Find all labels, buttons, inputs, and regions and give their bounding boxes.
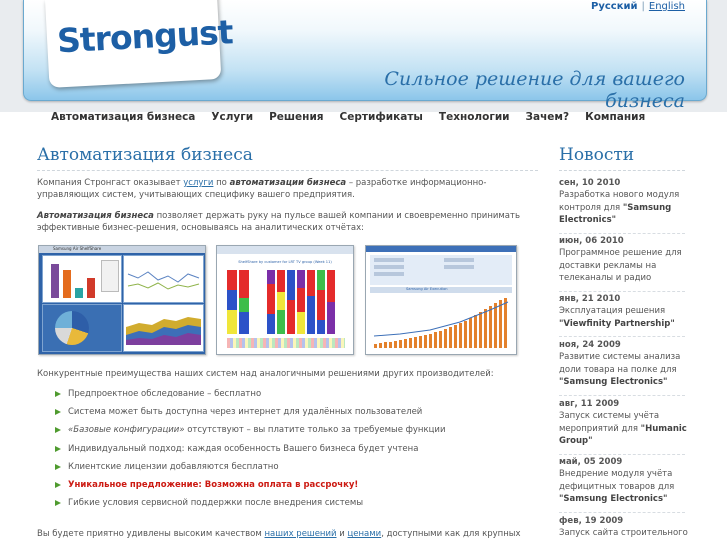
main-nav [43, 111, 653, 127]
news-item[interactable] [559, 293, 689, 337]
screenshot-execution[interactable] [365, 245, 517, 355]
reports-paragraph [37, 210, 537, 234]
news-date: авг, 11 2009 [559, 399, 620, 409]
news-text: Развитие системы анализа доли товара на полке для "Samsung Electronics" [559, 352, 681, 387]
title-divider [37, 170, 538, 171]
news-item[interactable] [559, 456, 689, 513]
intro-paragraph [37, 177, 537, 201]
news-item[interactable] [559, 398, 689, 455]
quality-text-2: , доступными как для крупных [381, 529, 521, 539]
news-text: Запуск сайта строительного [559, 528, 688, 538]
logo-text: Strongust [56, 12, 234, 61]
nav-company[interactable]: Компания [585, 111, 646, 123]
lang-russian[interactable]: Русский [591, 1, 638, 12]
intro-text: Компания Стронгаст оказывает [37, 178, 184, 188]
nav-why[interactable]: Зачем? [525, 111, 570, 123]
automation-emphasis-2: Автоматизация бизнеса [37, 211, 154, 221]
prices-link[interactable]: ценами [347, 529, 382, 539]
intro-text-2: по [213, 178, 230, 188]
dashboard-title: Samsung Air ShelfShare [53, 246, 102, 251]
intro-text-3: – разработке информационно-управляющих систем, учитывающих специфику вашего предприятия. [37, 178, 487, 200]
nav-certificates[interactable]: Сертификаты [339, 111, 423, 123]
shelfshare-header-bar [217, 246, 353, 254]
base-config-text: отсутствуют – вы платите только за требуемые функции [184, 425, 446, 436]
shelfshare-stacked-bars [227, 270, 345, 334]
nav-automation[interactable]: Автоматизация бизнеса [51, 111, 196, 123]
news-divider [559, 170, 685, 171]
screenshot-shelfshare[interactable] [216, 245, 354, 355]
dashboard-line-panel [123, 255, 204, 303]
execution-top-bar [366, 246, 516, 252]
news-separator [559, 395, 685, 396]
news-text: Программное решение для доставки рекламы на телеканалы и радио [559, 248, 682, 283]
news-item[interactable] [559, 515, 689, 540]
reports-text: позволяет держать руку на пульсе вашей компании и своевременно принимать эффективные бизнес-решения, основываясь на аналитических отчётах: [37, 211, 520, 233]
quality-and: и [336, 529, 348, 539]
list-item: Индивидуальный подход: каждая особенность Вашего бизнеса будет учтена [55, 444, 445, 462]
list-item: Предпроектное обследование – бесплатно [55, 389, 445, 407]
solutions-link[interactable]: наших решений [264, 529, 337, 539]
language-switcher [591, 1, 685, 12]
news-item[interactable] [559, 235, 689, 292]
shelfshare-title: ShelfShare by customer for LRT TV group (Week 11) [238, 260, 332, 264]
news-item[interactable] [559, 177, 689, 234]
news-date: ноя, 24 2009 [559, 340, 621, 350]
advantages-intro: Конкурентные преимущества наших систем над аналогичными решениями других производителей: [37, 369, 494, 379]
news-text: Запуск системы учёта мероприятий для "Humanic Group" [559, 411, 687, 446]
list-item: Система может быть доступна через интернет для удалённых пользователей [55, 407, 445, 425]
list-item: Клиентские лицензии добавляются бесплатно [55, 462, 445, 480]
news-item[interactable] [559, 339, 689, 396]
news-separator [559, 512, 685, 513]
nav-technologies[interactable]: Технологии [438, 111, 510, 123]
news-date: июн, 06 2010 [559, 236, 624, 246]
execution-bar-chart [370, 296, 512, 351]
dashboard-area-panel [123, 304, 204, 352]
news-date: май, 05 2009 [559, 457, 623, 467]
dashboard-pie-panel [42, 304, 122, 352]
lang-separator: | [641, 1, 645, 12]
list-item: Гибкие условия сервисной поддержки после внедрения системы [55, 498, 445, 516]
list-item [55, 425, 445, 443]
page-title: Автоматизация бизнеса [37, 145, 253, 165]
advantages-list [55, 389, 445, 516]
execution-filter-panel [370, 255, 512, 285]
news-separator [559, 291, 685, 292]
screenshot-dashboard[interactable] [38, 245, 206, 355]
news-text: Внедрение модуля учёта дефицитных товаров для "Samsung Electronics" [559, 469, 675, 504]
shelfshare-legend [227, 338, 345, 348]
promo-list-item: Уникальное предложение: Возможна оплата в рассрочку! [55, 480, 445, 498]
automation-emphasis: автоматизации бизнеса [229, 178, 347, 188]
news-date: янв, 21 2010 [559, 294, 621, 304]
execution-title: Samsung Air Execution [406, 287, 448, 291]
news-title: Новости [559, 145, 635, 165]
nav-solutions[interactable]: Решения [269, 111, 324, 123]
news-text: Разработка нового модуля контроля для "Samsung Electronics" [559, 190, 680, 225]
news-date: сен, 10 2010 [559, 178, 621, 188]
news-separator [559, 233, 685, 234]
report-screenshots [38, 245, 518, 357]
quality-paragraph [37, 528, 537, 540]
base-config-emphasis: «Базовые конфигурации» [68, 425, 185, 436]
news-date: фев, 19 2009 [559, 516, 624, 526]
services-link[interactable]: услуги [183, 178, 214, 188]
nav-services[interactable]: Услуги [211, 111, 254, 123]
news-separator [559, 336, 685, 337]
news-separator [559, 454, 685, 455]
lang-english[interactable]: English [648, 1, 685, 12]
logo[interactable] [45, 0, 234, 88]
news-text: Эксплуатация решения "Viewfinity Partnership" [559, 306, 675, 329]
dashboard-bar-panel [42, 255, 122, 303]
quality-text: Вы будете приятно удивлены высоким качеством [37, 529, 265, 539]
tagline: Сильное решение для вашего бизнеса [384, 68, 685, 112]
